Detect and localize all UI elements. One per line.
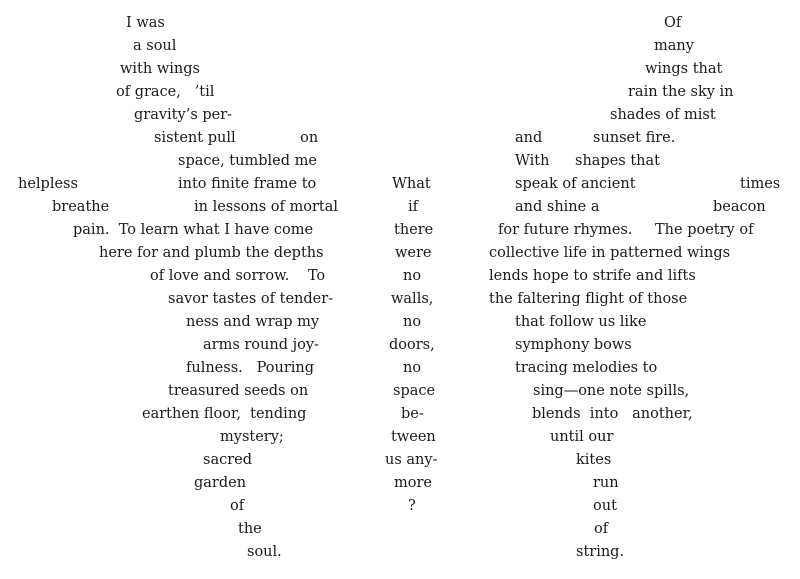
poem-line: arms round joy- xyxy=(203,337,319,353)
poem-line: sistent pull on xyxy=(154,130,319,146)
poem-line: and shine a xyxy=(515,199,600,215)
poem-line: kites xyxy=(576,452,612,468)
poem-line: in lessons of mortal xyxy=(194,199,339,215)
poem-line: into finite frame to xyxy=(178,176,317,192)
poem-line: tracing melodies to xyxy=(515,360,658,376)
poem-line: shapes that xyxy=(575,153,660,169)
poem-line: us any- xyxy=(385,452,438,468)
poem-line: soul. xyxy=(247,544,282,560)
poem-line: run xyxy=(593,475,619,491)
poem-line: here for and plumb the depths xyxy=(99,245,324,261)
poem-line: blends into another, xyxy=(532,406,693,422)
poem-line: symphony bows xyxy=(515,337,632,353)
poem-line: sunset fire. xyxy=(593,130,676,146)
poem-line: I was xyxy=(126,15,165,31)
poem-line: pain. To learn what I have come xyxy=(73,222,314,238)
poem-line: shades of mist xyxy=(610,107,716,123)
poem-line: of love and sorrow. To xyxy=(150,268,326,284)
poem-line: beacon xyxy=(713,199,766,215)
poem-line: that follow us like xyxy=(515,314,647,330)
poem-line: collective life in patterned wings xyxy=(489,245,731,261)
poem-line: the faltering flight of those xyxy=(489,291,688,307)
poem-line: With xyxy=(515,153,550,169)
poem-line: of xyxy=(230,498,245,514)
poem-line: lends hope to strife and lifts xyxy=(489,268,696,284)
poem-line: string. xyxy=(576,544,625,560)
poem-line: no xyxy=(403,314,422,330)
poem-line: of xyxy=(594,521,609,537)
poem-line: no xyxy=(403,360,422,376)
poem-line: speak of ancient xyxy=(515,176,636,192)
poem-line: doors, xyxy=(389,337,435,353)
poem-line: treasured seeds on xyxy=(168,383,309,399)
poem-line: many xyxy=(654,38,694,54)
poem-line: if xyxy=(408,199,419,215)
poem-line: garden xyxy=(194,475,247,491)
poem-line: a soul xyxy=(133,38,177,54)
poem-line: The poetry of xyxy=(655,222,754,238)
poem-line: ness and wrap my xyxy=(186,314,320,330)
poem-line: Of xyxy=(664,15,682,31)
poem-line: until our xyxy=(550,429,614,445)
poem-line: sacred xyxy=(203,452,253,468)
poem-line: there xyxy=(394,222,434,238)
poem-line: no xyxy=(403,268,422,284)
poem-line: tween xyxy=(391,429,436,445)
poem-line: and xyxy=(515,130,543,146)
poem-line: space, tumbled me xyxy=(178,153,317,169)
poem-line: times xyxy=(740,176,781,192)
poem-line: sing—one note spills, xyxy=(533,383,690,399)
poem-line: breathe xyxy=(52,199,110,215)
poem-line: earthen floor, tending xyxy=(142,406,307,422)
poem-line: mystery; xyxy=(220,429,284,445)
poem-line: wings that xyxy=(645,61,723,77)
poem-line: fulness. Pouring xyxy=(186,360,315,376)
poem-line: What xyxy=(392,176,431,192)
poem-line: ? xyxy=(408,498,416,514)
poem-line: more xyxy=(394,475,432,491)
poem-line: savor tastes of tender- xyxy=(168,291,334,307)
poem-line: out xyxy=(593,498,617,514)
poem-line: space xyxy=(393,383,436,399)
poem-line: for future rhymes. xyxy=(498,222,633,238)
poem-line: gravity’s per- xyxy=(134,107,233,123)
poem-line: be- xyxy=(401,406,424,422)
poem-line: of grace, ’til xyxy=(116,84,215,100)
poem-line: the xyxy=(238,521,262,537)
poem-line: with wings xyxy=(120,61,200,77)
poem-line: rain the sky in xyxy=(628,84,734,100)
poem-line: were xyxy=(395,245,432,261)
poem-line: helpless xyxy=(18,176,78,192)
poem-line: walls, xyxy=(391,291,434,307)
